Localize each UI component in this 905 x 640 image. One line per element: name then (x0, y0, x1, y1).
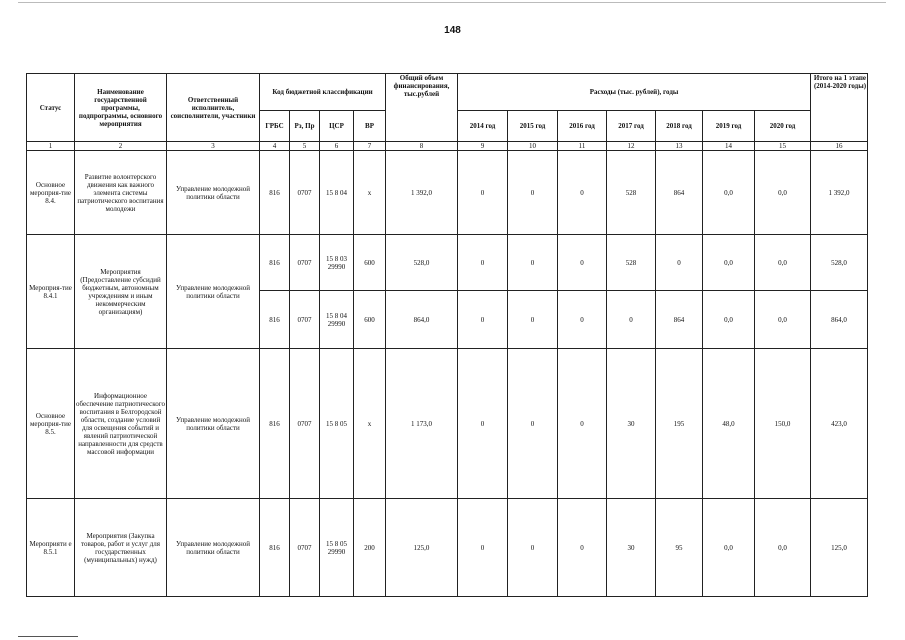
header-grbs: ГРБС (260, 111, 290, 142)
row-2019: 0,0 (703, 291, 755, 349)
header-stage-total: Итого на 1 этапе (2014-2020 годы) (811, 74, 868, 142)
row-2018: 195 (656, 349, 703, 499)
row-executor: Управление молодежной политики области (167, 499, 260, 597)
row-rz-pr: 0707 (290, 151, 320, 235)
row-status: Мероприя-тие 8.4.1 (27, 235, 75, 349)
row-2014: 0 (458, 235, 508, 291)
row-vr: 200 (354, 499, 386, 597)
column-number: 8 (386, 142, 458, 151)
row-stage-total: 1 392,0 (811, 151, 868, 235)
column-number: 16 (811, 142, 868, 151)
header-year-2019: 2019 год (703, 111, 755, 142)
column-number: 3 (167, 142, 260, 151)
table-row (27, 349, 868, 499)
row-total: 1 173,0 (386, 349, 458, 499)
row-2014: 0 (458, 151, 508, 235)
header-rz-pr: Рз, Пр (290, 111, 320, 142)
header-year-2016: 2016 год (558, 111, 607, 142)
row-status: Основное мероприя-тие 8.5. (27, 349, 75, 499)
row-name: Мероприятия (Предоставление субсидий бюджетным, автономным учреждениям и иным некоммерческим организациям) (75, 235, 167, 349)
row-2018: 95 (656, 499, 703, 597)
row-2020: 0,0 (755, 291, 811, 349)
row-grbs: 816 (260, 499, 290, 597)
column-number: 4 (260, 142, 290, 151)
row-stage-total: 864,0 (811, 291, 868, 349)
row-status: Основное мероприя-тие 8.4. (27, 151, 75, 235)
row-2017: 0 (607, 291, 656, 349)
column-number: 7 (354, 142, 386, 151)
row-2017: 528 (607, 235, 656, 291)
header-vr: ВР (354, 111, 386, 142)
header-expenses: Расходы (тыс. рублей), годы (458, 74, 811, 111)
row-name: Мероприятия (Закупка товаров, работ и услуг для государственных (муниципальных) нужд) (75, 499, 167, 597)
row-2019: 0,0 (703, 499, 755, 597)
row-grbs: 816 (260, 291, 290, 349)
row-2020: 150,0 (755, 349, 811, 499)
column-number: 11 (558, 142, 607, 151)
row-rz-pr: 0707 (290, 291, 320, 349)
row-rz-pr: 0707 (290, 235, 320, 291)
header-executor: Ответственный исполнитель, соисполнители, участники (167, 74, 260, 142)
row-2020: 0,0 (755, 235, 811, 291)
row-grbs: 816 (260, 349, 290, 499)
column-number: 1 (27, 142, 75, 151)
row-2018: 864 (656, 151, 703, 235)
column-number: 2 (75, 142, 167, 151)
row-name: Информационное обеспечение патриотического воспитания в Белгородской области, создание условий для освещения событий и явлений патриотической направленности для средств массовой информации (75, 349, 167, 499)
header-total-volume: Общий объем финансирования, тыс.рублей (386, 74, 458, 142)
column-number: 12 (607, 142, 656, 151)
row-2015: 0 (508, 151, 558, 235)
row-2020: 0,0 (755, 151, 811, 235)
column-number: 6 (320, 142, 354, 151)
column-number: 13 (656, 142, 703, 151)
column-number: 14 (703, 142, 755, 151)
column-numbers-row (27, 142, 868, 151)
row-2015: 0 (508, 499, 558, 597)
row-2016: 0 (558, 235, 607, 291)
row-csr: 15 8 03 29990 (320, 235, 354, 291)
header-name: Наименование государственной программы, подпрограммы, основного мероприятия (75, 74, 167, 142)
row-vr: х (354, 151, 386, 235)
row-2014: 0 (458, 349, 508, 499)
row-csr: 15 8 05 (320, 349, 354, 499)
row-2015: 0 (508, 349, 558, 499)
column-number: 9 (458, 142, 508, 151)
row-2017: 30 (607, 499, 656, 597)
row-2017: 30 (607, 349, 656, 499)
header-budget-code: Код бюджетной классификации (260, 74, 386, 111)
page-number: 148 (444, 25, 461, 36)
table-row (27, 499, 868, 597)
row-vr: 600 (354, 235, 386, 291)
top-rule (18, 2, 886, 3)
header-year-2015: 2015 год (508, 111, 558, 142)
row-vr: х (354, 349, 386, 499)
column-number: 5 (290, 142, 320, 151)
row-name: Развитие волонтерского движения как важного элемента системы патриотического воспитания молодежи (75, 151, 167, 235)
budget-table (26, 73, 868, 597)
row-executor: Управление молодежной политики области (167, 151, 260, 235)
header-year-2018: 2018 год (656, 111, 703, 142)
header-year-2014: 2014 год (458, 111, 508, 142)
row-2018: 864 (656, 291, 703, 349)
row-grbs: 816 (260, 151, 290, 235)
column-number: 15 (755, 142, 811, 151)
row-2016: 0 (558, 349, 607, 499)
row-stage-total: 423,0 (811, 349, 868, 499)
header-status: Статус (27, 74, 75, 142)
row-status: Мероприяти е 8.5.1 (27, 499, 75, 597)
row-rz-pr: 0707 (290, 499, 320, 597)
row-stage-total: 528,0 (811, 235, 868, 291)
row-total: 1 392,0 (386, 151, 458, 235)
bottom-rule (18, 636, 78, 637)
row-vr: 600 (354, 291, 386, 349)
row-2014: 0 (458, 499, 508, 597)
row-executor: Управление молодежной политики области (167, 349, 260, 499)
row-total: 528,0 (386, 235, 458, 291)
row-2014: 0 (458, 291, 508, 349)
row-2018: 0 (656, 235, 703, 291)
row-grbs: 816 (260, 235, 290, 291)
row-2019: 48,0 (703, 349, 755, 499)
row-csr: 15 8 04 29990 (320, 291, 354, 349)
row-2019: 0,0 (703, 235, 755, 291)
row-2020: 0,0 (755, 499, 811, 597)
column-number: 10 (508, 142, 558, 151)
row-2016: 0 (558, 291, 607, 349)
table-row (27, 151, 868, 235)
row-executor: Управление молодежной политики области (167, 235, 260, 349)
row-2015: 0 (508, 291, 558, 349)
header-year-2017: 2017 год (607, 111, 656, 142)
row-stage-total: 125,0 (811, 499, 868, 597)
row-2016: 0 (558, 151, 607, 235)
row-total: 125,0 (386, 499, 458, 597)
table-row (27, 235, 868, 291)
row-rz-pr: 0707 (290, 349, 320, 499)
header-csr: ЦСР (320, 111, 354, 142)
header-year-2020: 2020 год (755, 111, 811, 142)
row-total: 864,0 (386, 291, 458, 349)
row-csr: 15 8 04 (320, 151, 354, 235)
row-csr: 15 8 05 29990 (320, 499, 354, 597)
row-2015: 0 (508, 235, 558, 291)
row-2016: 0 (558, 499, 607, 597)
row-2017: 528 (607, 151, 656, 235)
row-2019: 0,0 (703, 151, 755, 235)
